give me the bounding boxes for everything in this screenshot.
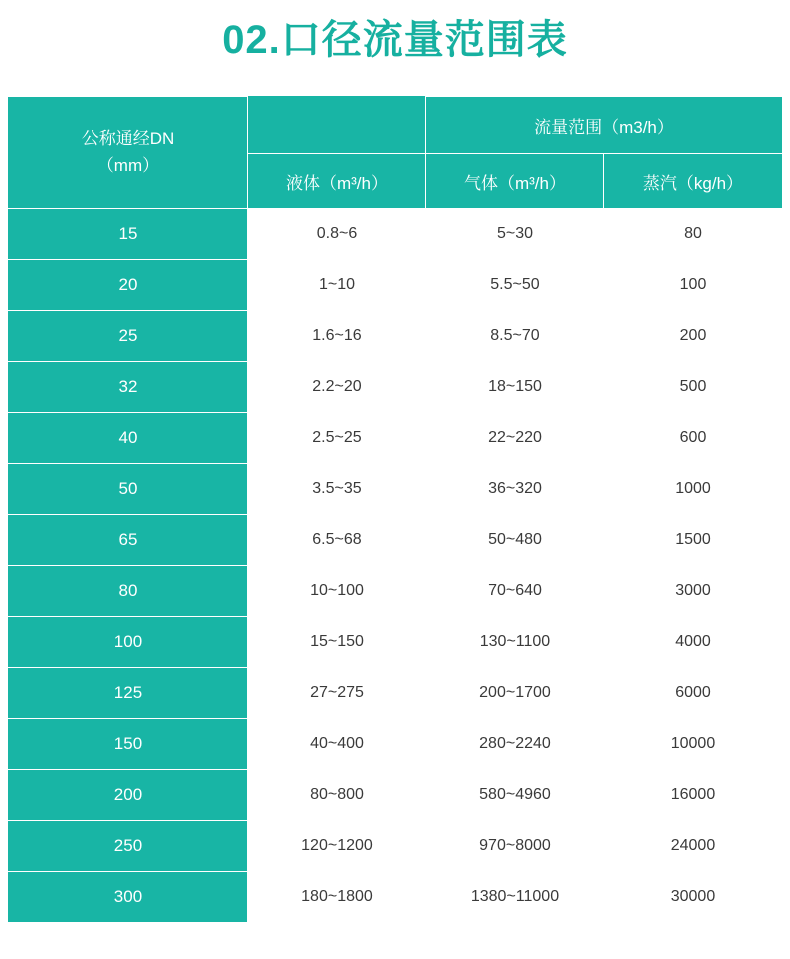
cell-steam: 10000 [604,719,782,770]
table-row [8,566,782,617]
table-row [8,209,782,260]
cell-liquid: 0.8~6 [248,209,426,260]
table-row [8,719,782,770]
cell-liquid: 80~800 [248,770,426,821]
cell-steam: 24000 [604,821,782,872]
table-header [8,97,782,209]
table-row [8,770,782,821]
cell-gas: 36~320 [426,464,604,515]
table-row [8,617,782,668]
header-cell-steam: 蒸汽（kg/h） [604,154,782,209]
cell-dn: 125 [8,668,248,719]
cell-dn: 40 [8,413,248,464]
table-row [8,872,782,923]
cell-gas: 50~480 [426,515,604,566]
cell-dn: 25 [8,311,248,362]
cell-steam: 4000 [604,617,782,668]
cell-dn: 15 [8,209,248,260]
cell-dn: 20 [8,260,248,311]
cell-gas: 200~1700 [426,668,604,719]
table-row [8,464,782,515]
cell-gas: 1380~11000 [426,872,604,923]
table-row [8,515,782,566]
flow-range-table [7,96,782,923]
cell-steam: 6000 [604,668,782,719]
cell-dn: 200 [8,770,248,821]
table-row [8,362,782,413]
cell-steam: 1000 [604,464,782,515]
cell-gas: 18~150 [426,362,604,413]
cell-dn: 250 [8,821,248,872]
cell-liquid: 180~1800 [248,872,426,923]
cell-liquid: 10~100 [248,566,426,617]
cell-dn: 50 [8,464,248,515]
header-dn-line2: （mm） [96,155,160,175]
cell-steam: 30000 [604,872,782,923]
page-title: 02.口径流量范围表 [222,18,568,62]
cell-liquid: 6.5~68 [248,515,426,566]
table-body [8,209,782,923]
cell-steam: 80 [604,209,782,260]
cell-steam: 16000 [604,770,782,821]
cell-steam: 600 [604,413,782,464]
cell-steam: 200 [604,311,782,362]
cell-gas: 70~640 [426,566,604,617]
table-row [8,311,782,362]
cell-gas: 130~1100 [426,617,604,668]
cell-liquid: 1.6~16 [248,311,426,362]
header-cell-gas: 气体（m³/h） [426,154,604,209]
cell-dn: 150 [8,719,248,770]
cell-gas: 970~8000 [426,821,604,872]
cell-liquid: 3.5~35 [248,464,426,515]
cell-liquid: 15~150 [248,617,426,668]
cell-liquid: 120~1200 [248,821,426,872]
cell-gas: 5.5~50 [426,260,604,311]
cell-gas: 580~4960 [426,770,604,821]
header-row-top [8,97,782,154]
cell-dn: 100 [8,617,248,668]
header-cell-dn [8,97,248,209]
cell-dn: 300 [8,872,248,923]
cell-gas: 5~30 [426,209,604,260]
cell-gas: 8.5~70 [426,311,604,362]
cell-dn: 32 [8,362,248,413]
cell-dn: 65 [8,515,248,566]
cell-liquid: 2.2~20 [248,362,426,413]
cell-steam: 3000 [604,566,782,617]
cell-liquid: 27~275 [248,668,426,719]
cell-steam: 1500 [604,515,782,566]
table-row [8,260,782,311]
cell-liquid: 1~10 [248,260,426,311]
cell-dn: 80 [8,566,248,617]
table-row [8,668,782,719]
header-cell-liquid: 液体（m³/h） [248,154,426,209]
table-row [8,821,782,872]
cell-liquid: 2.5~25 [248,413,426,464]
cell-gas: 22~220 [426,413,604,464]
header-dn-line1: 公称通经DN [81,129,175,149]
table-row [8,413,782,464]
header-cell-spacer [248,97,426,154]
cell-liquid: 40~400 [248,719,426,770]
cell-steam: 500 [604,362,782,413]
header-cell-range-group: 流量范围（m3/h） [426,97,782,154]
table-container [0,96,790,923]
cell-steam: 100 [604,260,782,311]
cell-gas: 280~2240 [426,719,604,770]
